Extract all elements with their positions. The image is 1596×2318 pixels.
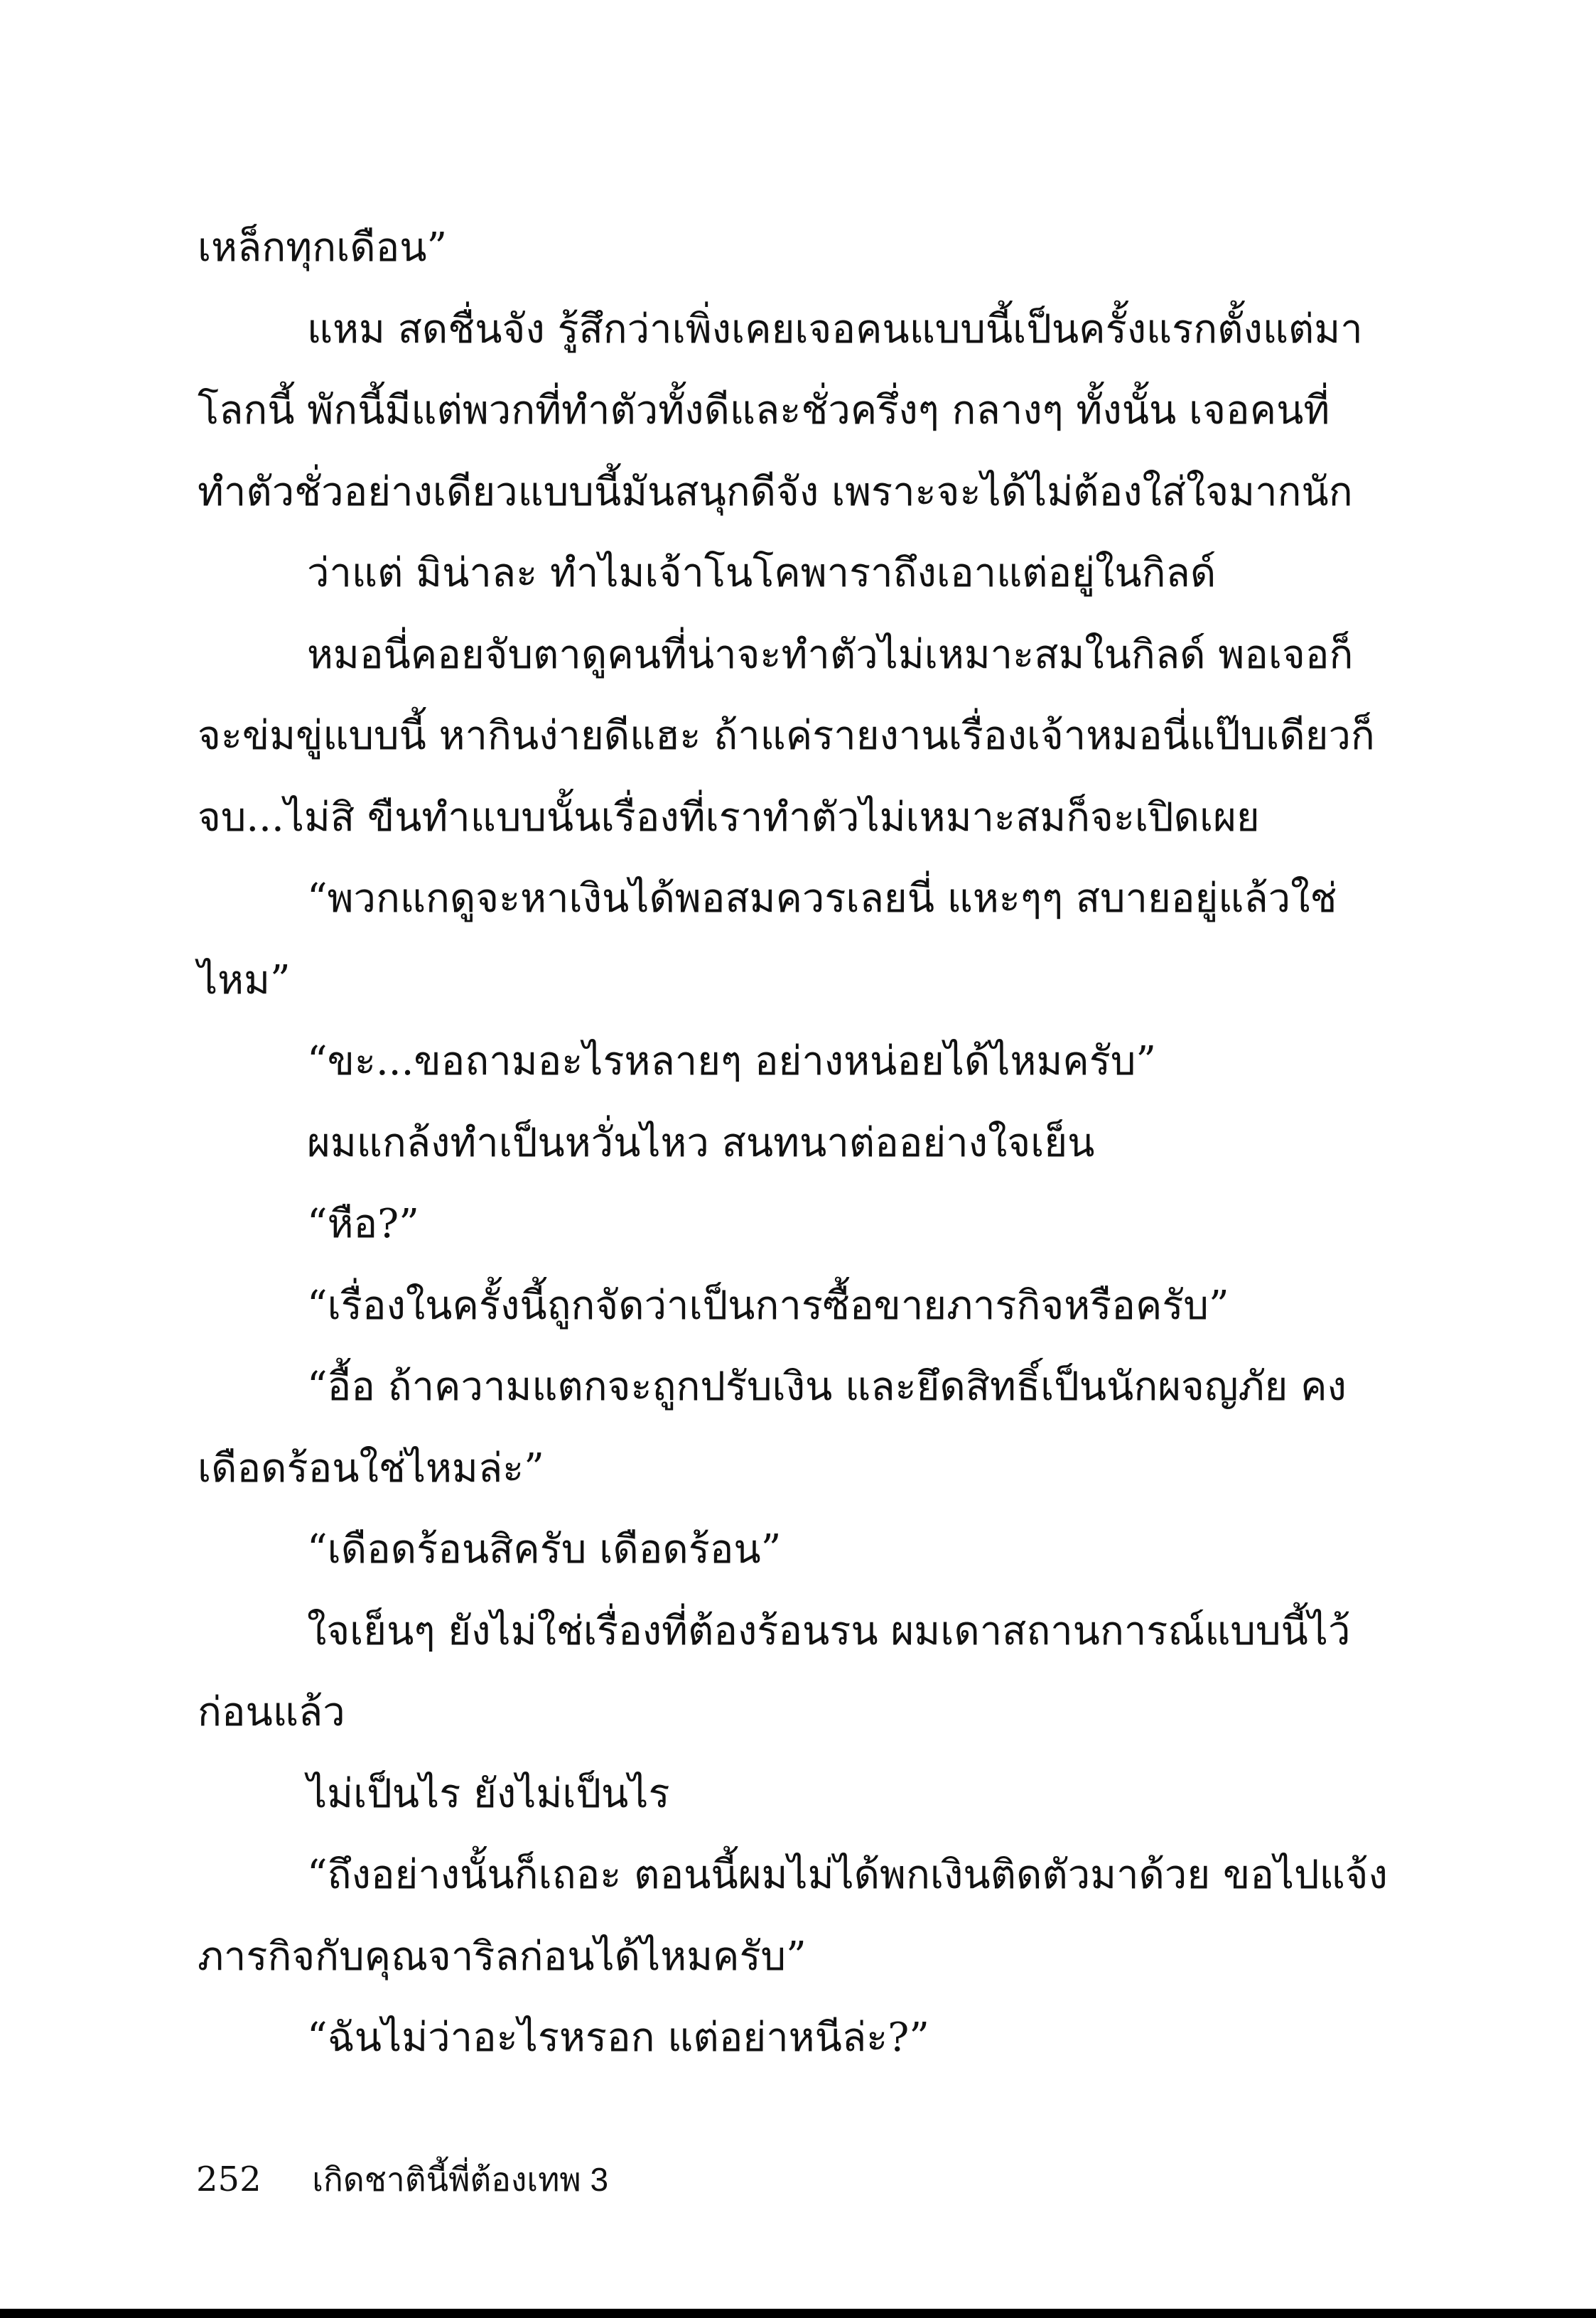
text-line: เดือดร้อนใช่ไหมล่ะ” — [198, 1445, 544, 1492]
text-line: จะข่มขู่แบบนี้ หากินง่ายดีแฮะ ถ้าแค่รายงานเรื่องเจ้าหมอนี่แป๊บเดียวก็ — [198, 713, 1375, 759]
bottom-border — [0, 2309, 1596, 2318]
page-number: 252 — [196, 2160, 261, 2199]
text-line: แหม สดชื่นจัง รู้สึกว่าเพิ่งเคยเจอคนแบบนี้เป็นครั้งแรกตั้งแต่มา — [307, 306, 1363, 352]
text-line: หมอนี่คอยจับตาดูคนที่น่าจะทำตัวไม่เหมาะสมในกิลด์ พอเจอก็ — [307, 631, 1354, 678]
text-line: “หือ?” — [307, 1201, 419, 1247]
text-line: ใจเย็นๆ ยังไม่ใช่เรื่องที่ต้องร้อนรน ผมเดาสถานการณ์แบบนี้ไว้ — [307, 1607, 1351, 1654]
page-footer — [196, 2155, 608, 2204]
text-line: “ถึงอย่างนั้นก็เถอะ ตอนนี้ผมไม่ได้พกเงินติดตัวมาด้วย ขอไปแจ้ง — [307, 1852, 1388, 1898]
text-line: จบ...ไม่สิ ขืนทำแบบนั้นเรื่องที่เราทำตัวไม่เหมาะสมก็จะเปิดเผย — [198, 794, 1260, 841]
book-title: เกิดชาตินี้พี่ต้องเทพ 3 — [312, 2161, 609, 2198]
text-line: “อื้อ ถ้าความแตกจะถูกปรับเงิน และยึดสิทธิ์เป็นนักผจญภัย คง — [307, 1364, 1347, 1410]
text-line: “เดือดร้อนสิครับ เดือดร้อน” — [307, 1526, 782, 1573]
text-line: ไม่เป็นไร ยังไม่เป็นไร — [307, 1770, 670, 1817]
text-line: โลกนี้ พักนี้มีแต่พวกที่ทำตัวทั้งดีและชั่วครึ่งๆ กลางๆ ทั้งนั้น เจอคนที่ — [198, 387, 1330, 433]
text-line: ภารกิจกับคุณจาริลก่อนได้ไหมครับ” — [198, 1933, 807, 1980]
text-line: ทำตัวชั่วอย่างเดียวแบบนี้มันสนุกดีจัง เพราะจะได้ไม่ต้องใส่ใจมากนัก — [198, 468, 1353, 515]
body-text — [198, 207, 1388, 2079]
text-line: “เรื่องในครั้งนี้ถูกจัดว่าเป็นการซื้อขายภารกิจหรือครับ” — [307, 1282, 1229, 1329]
text-line: “พวกแกดูจะหาเงินได้พอสมควรเลยนี่ แหะๆๆ สบายอยู่แล้วใช่ — [307, 875, 1337, 922]
text-line: เหล็กทุกเดือน” — [198, 225, 448, 271]
text-line: “ฉันไม่ว่าอะไรหรอก แต่อย่าหนีล่ะ?” — [307, 2015, 929, 2061]
text-line: “ขะ...ขอถามอะไรหลายๆ อย่างหน่อยได้ไหมครับ” — [307, 1038, 1157, 1084]
text-line: ไหม” — [198, 956, 291, 1003]
text-line: ผมแกล้งทำเป็นหวั่นไหว สนทนาต่ออย่างใจเย็น — [307, 1119, 1095, 1166]
text-line: ก่อนแล้ว — [198, 1689, 345, 1735]
text-line: ว่าแต่ มิน่าละ ทำไมเจ้าโนโคพาราถึงเอาแต่อยู่ในกิลด์ — [307, 550, 1217, 596]
